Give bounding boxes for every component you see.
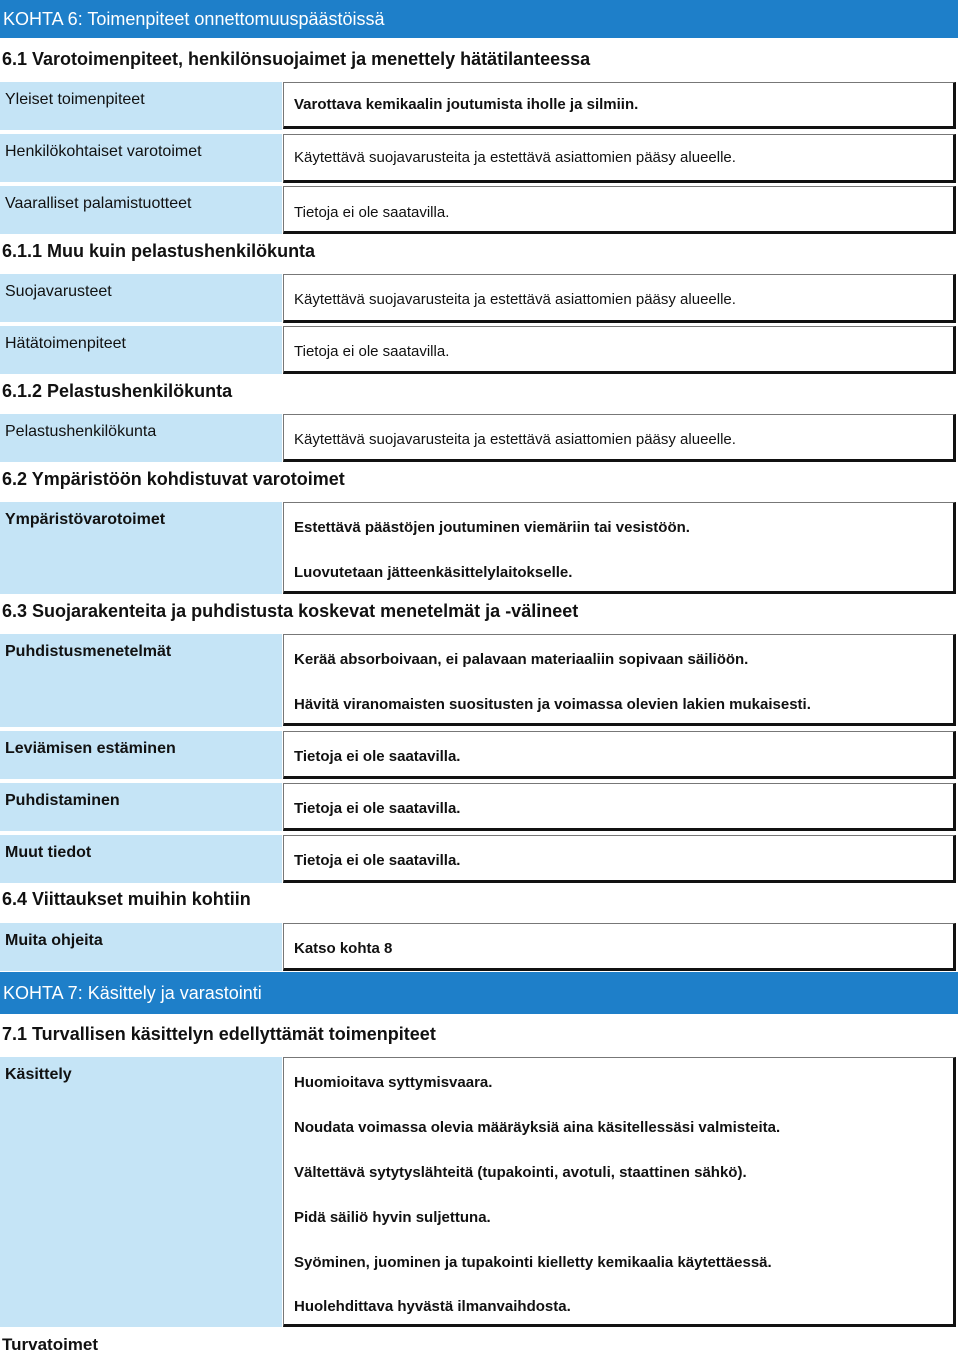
label-hatatoimenpiteet: Hätätoimenpiteet: [0, 326, 282, 374]
label-suojavarusteet: Suojavarusteet: [0, 274, 282, 322]
value-vaaralliset-palamistuotteet: Tietoja ei ole saatavilla.: [283, 186, 956, 234]
heading-6-3: 6.3 Suojarakenteita ja puhdistusta koskevat menetelmät ja -välineet: [2, 601, 579, 621]
value-muut-tiedot: Tietoja ei ole saatavilla.: [283, 835, 956, 883]
value-yleiset-toimenpiteet: Varottava kemikaalin joutumista iholle ja silmiin.: [283, 82, 956, 129]
value-henkilokohtaiset-varotoimet: Käytettävä suojavarusteita ja estettävä asiattomien pääsy alueelle.: [283, 134, 956, 183]
value-kasittely: Huomioitava syttymisvaara. Noudata voimassa olevia määräyksiä aina käsitellessäsi valmisteita. Vältettävä sytytyslähteitä (tupakointi, avotuli, staattinen sähkö). Pidä säiliö hyvin suljettuna. Syöminen, juominen ja tupakointi kielletty kemikaalia käytettäessä. Huolehdittava hyvästä ilmanvaihdosta.: [283, 1057, 956, 1327]
value-puhdistaminen: Tietoja ei ole saatavilla.: [283, 783, 956, 831]
heading-6-1-2: 6.1.2 Pelastushenkilökunta: [2, 381, 233, 401]
label-muut-tiedot: Muut tiedot: [0, 835, 282, 883]
section-6-title: KOHTA 6: Toimenpiteet onnettomuuspäästöissä: [0, 0, 958, 38]
value-leviamisen-estaminen: Tietoja ei ole saatavilla.: [283, 731, 956, 779]
label-puhdistusmenetelmat: Puhdistusmenetelmät: [0, 634, 282, 727]
value-ymparistovarotoimet: Estettävä päästöjen joutuminen viemäriin tai vesistöön. Luovutetaan jätteenkäsittelylaitokselle.: [283, 502, 956, 594]
heading-6-1: 6.1 Varotoimenpiteet, henkilönsuojaimet ja menettely hätätilanteessa: [2, 49, 591, 69]
label-henkilokohtaiset-varotoimet: Henkilökohtaiset varotoimet: [0, 134, 282, 182]
value-muita-ohjeita: Katso kohta 8: [283, 923, 956, 971]
label-yleiset-toimenpiteet: Yleiset toimenpiteet: [0, 82, 282, 130]
label-ymparistovarotoimet: Ympäristövarotoimet: [0, 502, 282, 594]
label-leviamisen-estaminen: Leviämisen estäminen: [0, 731, 282, 779]
label-kasittely: Käsittely: [0, 1057, 282, 1327]
value-suojavarusteet: Käytettävä suojavarusteita ja estettävä asiattomien pääsy alueelle.: [283, 274, 956, 323]
label-turvatoimet: Turvatoimet: [2, 1335, 99, 1353]
value-hatatoimenpiteet: Tietoja ei ole saatavilla.: [283, 326, 956, 374]
label-vaaralliset-palamistuotteet: Vaaralliset palamistuotteet: [0, 186, 282, 234]
value-pelastushenkilokunta: Käytettävä suojavarusteita ja estettävä asiattomien pääsy alueelle.: [283, 414, 956, 462]
heading-7-1: 7.1 Turvallisen käsittelyn edellyttämät toimenpiteet: [2, 1024, 436, 1044]
label-puhdistaminen: Puhdistaminen: [0, 783, 282, 831]
section-7-title: KOHTA 7: Käsittely ja varastointi: [0, 972, 958, 1014]
heading-6-2: 6.2 Ympäristöön kohdistuvat varotoimet: [2, 469, 345, 489]
heading-6-1-1: 6.1.1 Muu kuin pelastushenkilökunta: [2, 241, 316, 261]
label-pelastushenkilokunta: Pelastushenkilökunta: [0, 414, 282, 462]
heading-6-4: 6.4 Viittaukset muihin kohtiin: [2, 889, 251, 909]
label-muita-ohjeita: Muita ohjeita: [0, 923, 282, 971]
value-puhdistusmenetelmat: Kerää absorboivaan, ei palavaan materiaaliin sopivaan säiliöön. Hävitä viranomaisten suositusten ja voimassa olevien lakien mukaisesti.: [283, 634, 956, 726]
